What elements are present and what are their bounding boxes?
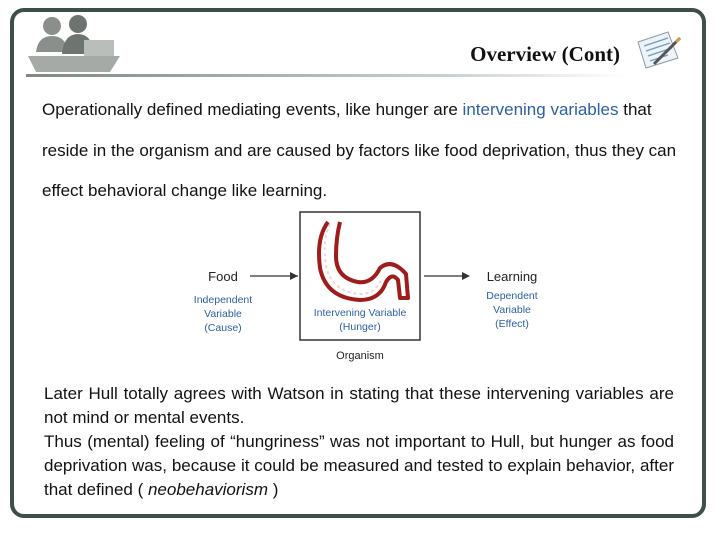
dependent-label-3: (Effect): [495, 318, 529, 330]
dependent-label-1: Dependent: [486, 290, 538, 302]
intro-highlight-intervening: intervening: [462, 100, 546, 119]
intro-highlight-variables: variables: [550, 100, 619, 119]
intro-paragraph: Operationally defined mediating events, like hunger are intervening variables that reside in the organism and are caused by factors like food deprivation, thus they can effect behavioral change like learning.: [42, 100, 677, 200]
independent-label-3: (Cause): [204, 322, 242, 334]
notepad-pencil-icon: [634, 28, 682, 72]
hunger-diagram: [180, 208, 550, 368]
intervening-label-2: (Hunger): [339, 321, 381, 333]
dependent-label-2: Variable: [493, 304, 531, 316]
slide-title: Overview (Cont): [470, 42, 620, 66]
neobehaviorism-term: neobehaviorism: [147, 480, 268, 499]
learning-label: Learning: [486, 269, 538, 284]
hull-paragraph-1: Later Hull totally agrees with Watson in stating that these intervening variables are not mind or mental events.: [44, 384, 674, 427]
independent-label-1: Independent: [193, 294, 253, 306]
hull-paragraph-2: Thus (mental) feeling of “hungriness” was not important to Hull, but hunger as food deprivation was, because it could be measured and tested to explain behavior, after that defined ( neobehaviorism ): [44, 432, 674, 499]
food-label: Food: [208, 269, 238, 284]
intervening-label-1: Intervening Variable: [313, 307, 407, 319]
people-silhouette-icon: [22, 12, 127, 74]
organism-label: Organism: [336, 350, 384, 362]
independent-label-2: Variable: [204, 308, 242, 320]
hull-paragraph: [44, 382, 674, 502]
header-divider: [26, 74, 626, 77]
